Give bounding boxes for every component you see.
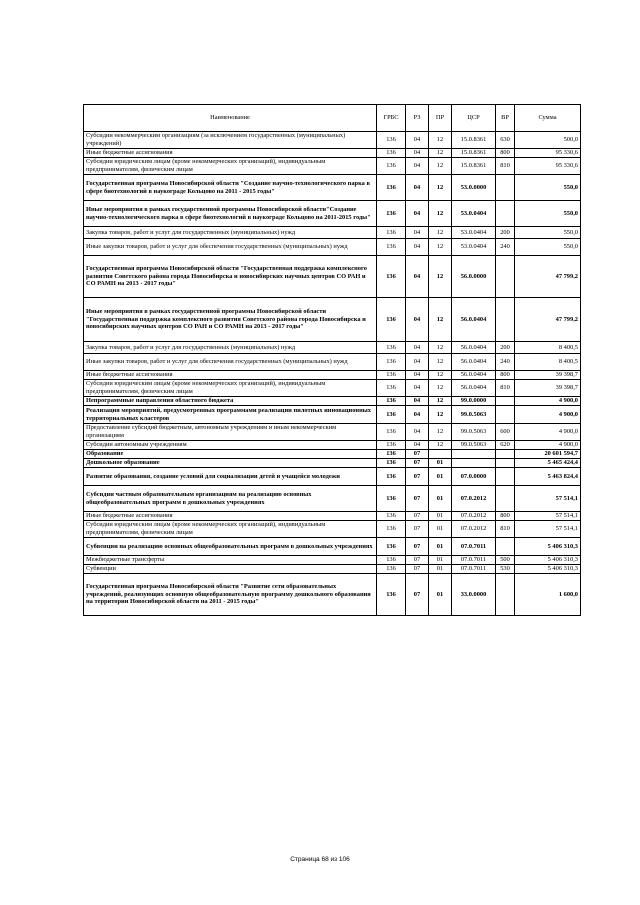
table-row — [84, 298, 581, 342]
cell-vr: 800 — [496, 512, 515, 521]
cell-csr: 53.0.0404 — [452, 201, 496, 227]
cell-sum: 57 514,1 — [515, 512, 581, 521]
cell-vr: 500 — [496, 556, 515, 565]
header-pr: ПР — [429, 105, 452, 132]
cell-csr: 15.0.8361 — [452, 149, 496, 158]
cell-name: Иные бюджетные ассигнования — [84, 512, 377, 521]
cell-grbs: 136 — [377, 380, 406, 397]
cell-rz: 04 — [406, 354, 429, 371]
table-row — [84, 556, 581, 565]
table-row — [84, 406, 581, 424]
cell-grbs: 136 — [377, 158, 406, 175]
cell-rz: 04 — [406, 371, 429, 380]
cell-sum: 57 514,1 — [515, 486, 581, 512]
header-csr: ЦСР — [452, 105, 496, 132]
cell-pr: 12 — [429, 239, 452, 256]
cell-grbs: 136 — [377, 538, 406, 556]
cell-pr: 12 — [429, 397, 452, 406]
cell-rz: 07 — [406, 468, 429, 486]
cell-grbs: 136 — [377, 371, 406, 380]
cell-csr: 53.0.0000 — [452, 175, 496, 201]
cell-rz: 04 — [406, 201, 429, 227]
cell-pr — [429, 450, 452, 459]
cell-sum: 550,0 — [515, 201, 581, 227]
cell-grbs: 136 — [377, 574, 406, 616]
cell-vr — [496, 298, 515, 342]
cell-rz: 04 — [406, 239, 429, 256]
cell-pr: 12 — [429, 424, 452, 441]
cell-name: Субвенции на реализацию основных общеобразовательных программ в дошкольных учреждениях — [84, 538, 377, 556]
table-row — [84, 468, 581, 486]
cell-csr: 99.0.0000 — [452, 397, 496, 406]
cell-grbs: 136 — [377, 201, 406, 227]
cell-name: Иные закупки товаров, работ и услуг для обеспечения государственных (муниципальных) нужд — [84, 239, 377, 256]
table-row — [84, 149, 581, 158]
cell-rz: 04 — [406, 132, 429, 149]
cell-csr: 56.0.0404 — [452, 371, 496, 380]
header-vr: ВР — [496, 105, 515, 132]
cell-pr: 12 — [429, 132, 452, 149]
cell-rz: 04 — [406, 406, 429, 424]
cell-pr: 12 — [429, 441, 452, 450]
cell-vr: 810 — [496, 521, 515, 538]
cell-grbs: 136 — [377, 521, 406, 538]
cell-pr: 12 — [429, 201, 452, 227]
cell-grbs: 136 — [377, 149, 406, 158]
cell-pr: 01 — [429, 459, 452, 468]
cell-name: Субсидии частным образовательным организациям на реализацию основных общеобразовательных программ в дошкольных учреждениях — [84, 486, 377, 512]
cell-sum: 57 514,1 — [515, 521, 581, 538]
table-row — [84, 565, 581, 574]
cell-name: Иные бюджетные ассигнования — [84, 149, 377, 158]
table-row — [84, 424, 581, 441]
cell-pr: 12 — [429, 256, 452, 298]
cell-vr: 600 — [496, 424, 515, 441]
table-row — [84, 450, 581, 459]
cell-name: Непрограммные направления областного бюджета — [84, 397, 377, 406]
cell-rz: 07 — [406, 450, 429, 459]
cell-name: Субвенции — [84, 565, 377, 574]
cell-vr — [496, 397, 515, 406]
table-row — [84, 397, 581, 406]
cell-sum: 8 400,5 — [515, 354, 581, 371]
cell-pr: 12 — [429, 175, 452, 201]
cell-vr — [496, 459, 515, 468]
cell-csr: 56.0.0404 — [452, 342, 496, 354]
cell-grbs: 136 — [377, 512, 406, 521]
cell-sum: 5 406 310,3 — [515, 565, 581, 574]
cell-name: Субсидии юридическим лицам (кроме некоммерческих организаций), индивидуальным предпринимателям, физическим лицам — [84, 380, 377, 397]
cell-csr: 99.0.5063 — [452, 424, 496, 441]
cell-sum: 95 330,6 — [515, 158, 581, 175]
cell-grbs: 136 — [377, 459, 406, 468]
cell-rz: 04 — [406, 227, 429, 239]
cell-csr: 56.0.0000 — [452, 256, 496, 298]
cell-csr: 07.0.0000 — [452, 468, 496, 486]
cell-grbs: 136 — [377, 132, 406, 149]
table-row — [84, 459, 581, 468]
cell-vr — [496, 175, 515, 201]
cell-vr — [496, 450, 515, 459]
table-row — [84, 486, 581, 512]
cell-vr: 620 — [496, 441, 515, 450]
cell-name: Закупка товаров, работ и услуг для государственных (муниципальных) нужд — [84, 342, 377, 354]
table-row — [84, 227, 581, 239]
cell-pr: 12 — [429, 406, 452, 424]
cell-pr: 01 — [429, 521, 452, 538]
table-body — [84, 132, 581, 616]
cell-vr: 800 — [496, 371, 515, 380]
cell-sum: 47 799,2 — [515, 298, 581, 342]
cell-grbs: 136 — [377, 256, 406, 298]
cell-csr: 15.0.8361 — [452, 132, 496, 149]
cell-pr: 12 — [429, 354, 452, 371]
cell-rz: 04 — [406, 158, 429, 175]
cell-csr: 15.0.8361 — [452, 158, 496, 175]
cell-grbs: 136 — [377, 556, 406, 565]
cell-rz: 07 — [406, 459, 429, 468]
cell-grbs: 136 — [377, 424, 406, 441]
cell-sum: 1 600,0 — [515, 574, 581, 616]
page-footer: Страница 68 из 106 — [290, 856, 350, 863]
cell-rz: 07 — [406, 538, 429, 556]
header-grbs: ГРБС — [377, 105, 406, 132]
cell-csr: 56.0.0404 — [452, 380, 496, 397]
cell-rz: 07 — [406, 574, 429, 616]
cell-grbs: 136 — [377, 486, 406, 512]
cell-csr: 07.0.2012 — [452, 521, 496, 538]
cell-sum: 500,0 — [515, 132, 581, 149]
cell-csr: 56.0.0404 — [452, 298, 496, 342]
cell-vr — [496, 201, 515, 227]
cell-vr — [496, 486, 515, 512]
cell-vr: 810 — [496, 158, 515, 175]
cell-csr: 07.0.2012 — [452, 512, 496, 521]
cell-sum: 4 900,0 — [515, 397, 581, 406]
cell-grbs: 136 — [377, 565, 406, 574]
cell-grbs: 136 — [377, 450, 406, 459]
cell-pr: 01 — [429, 538, 452, 556]
cell-sum: 39 398,7 — [515, 371, 581, 380]
table-row — [84, 371, 581, 380]
cell-sum: 95 330,6 — [515, 149, 581, 158]
cell-rz: 04 — [406, 441, 429, 450]
cell-vr: 530 — [496, 565, 515, 574]
table-row — [84, 521, 581, 538]
cell-vr: 800 — [496, 149, 515, 158]
cell-grbs: 136 — [377, 227, 406, 239]
cell-sum: 20 601 594,7 — [515, 450, 581, 459]
table-row — [84, 175, 581, 201]
cell-csr: 53.0.0404 — [452, 239, 496, 256]
cell-pr: 01 — [429, 556, 452, 565]
cell-pr: 12 — [429, 227, 452, 239]
cell-name: Иные закупки товаров, работ и услуг для обеспечения государственных (муниципальных) нужд — [84, 354, 377, 371]
cell-vr — [496, 468, 515, 486]
cell-name: Субсидии юридическим лицам (кроме некоммерческих организаций), индивидуальным предпринимателям, физическим лицам — [84, 158, 377, 175]
cell-name: Иные мероприятия в рамках государственной программы Новосибирской области "Государственная поддержка комплексного развития Советского района города Новосибирска и новосибирских научных центров СО РАН и СО РАМН на 2013 - 2017 годы" — [84, 298, 377, 342]
table-header-row — [84, 105, 581, 132]
cell-pr: 12 — [429, 371, 452, 380]
cell-pr: 01 — [429, 468, 452, 486]
cell-pr: 01 — [429, 574, 452, 616]
cell-sum: 5 406 310,3 — [515, 556, 581, 565]
cell-name: Субсидии некоммерческим организациям (за исключением государственных (муниципальных) учреждений) — [84, 132, 377, 149]
cell-sum: 550,0 — [515, 227, 581, 239]
cell-pr: 12 — [429, 380, 452, 397]
header-sum: Сумма — [515, 105, 581, 132]
cell-name: Межбюджетные трансферты — [84, 556, 377, 565]
cell-csr: 99.0.5063 — [452, 441, 496, 450]
cell-csr: 99.0.5063 — [452, 406, 496, 424]
cell-vr — [496, 256, 515, 298]
table-row — [84, 132, 581, 149]
cell-csr: 56.0.0404 — [452, 354, 496, 371]
cell-rz: 07 — [406, 556, 429, 565]
cell-vr: 240 — [496, 354, 515, 371]
cell-rz: 04 — [406, 424, 429, 441]
cell-pr: 12 — [429, 342, 452, 354]
cell-csr: 07.0.7011 — [452, 538, 496, 556]
cell-grbs: 136 — [377, 397, 406, 406]
cell-rz: 07 — [406, 565, 429, 574]
cell-sum: 4 900,0 — [515, 441, 581, 450]
cell-rz: 04 — [406, 397, 429, 406]
cell-name: Государственная программа Новосибирской области "Создание научно-технологического парка в сфере биотехнологий в наукограде Кольцово на 2011 - 2015 годы" — [84, 175, 377, 201]
cell-csr — [452, 450, 496, 459]
cell-name: Развитие образования, создание условий для социализации детей и учащейся молодежи — [84, 468, 377, 486]
cell-pr: 12 — [429, 298, 452, 342]
table-row — [84, 239, 581, 256]
cell-rz: 04 — [406, 298, 429, 342]
cell-pr: 01 — [429, 565, 452, 574]
cell-rz: 07 — [406, 521, 429, 538]
table-row — [84, 380, 581, 397]
cell-grbs: 136 — [377, 175, 406, 201]
cell-name: Реализация мероприятий, предусмотренных программами реализации пилотных инновационных территориальных кластеров — [84, 406, 377, 424]
cell-name: Государственная программа Новосибирской области "Государственная поддержка комплексного развития Советского района города Новосибирска и новосибирских научных центров СО РАН и СО РАМН на 2013 - 2017 годы" — [84, 256, 377, 298]
cell-vr: 200 — [496, 227, 515, 239]
cell-sum: 550,0 — [515, 175, 581, 201]
cell-csr: 07.0.7011 — [452, 556, 496, 565]
table-row — [84, 201, 581, 227]
cell-grbs: 136 — [377, 468, 406, 486]
cell-rz: 07 — [406, 512, 429, 521]
header-rz: РЗ — [406, 105, 429, 132]
cell-grbs: 136 — [377, 342, 406, 354]
cell-pr: 12 — [429, 158, 452, 175]
cell-name: Предоставление субсидий бюджетным, автономным учреждениям и иным некоммерческим организациям — [84, 424, 377, 441]
cell-grbs: 136 — [377, 354, 406, 371]
cell-sum: 5 463 824,4 — [515, 468, 581, 486]
cell-csr: 07.0.2012 — [452, 486, 496, 512]
cell-rz: 04 — [406, 380, 429, 397]
cell-vr: 200 — [496, 342, 515, 354]
table-row — [84, 574, 581, 616]
cell-grbs: 136 — [377, 239, 406, 256]
cell-name: Дошкольное образование — [84, 459, 377, 468]
table-row — [84, 441, 581, 450]
cell-grbs: 136 — [377, 406, 406, 424]
cell-pr: 01 — [429, 486, 452, 512]
cell-vr — [496, 406, 515, 424]
cell-sum: 4 900,0 — [515, 406, 581, 424]
cell-name: Государственная программа Новосибирской области "Развитие сети образовательных учреждений, реализующих основную общеобразовательную программу дошкольного образования на территории Новосибирской области на 2011 - 2015 годы" — [84, 574, 377, 616]
cell-pr: 12 — [429, 149, 452, 158]
cell-rz: 04 — [406, 256, 429, 298]
table-row — [84, 354, 581, 371]
cell-name: Иные мероприятия в рамках государственной программы Новосибирской области"Создание научно-технологического парка в сфере биотехнологий в наукограде Кольцово на 2011-2015 годы" — [84, 201, 377, 227]
cell-sum: 4 900,0 — [515, 424, 581, 441]
cell-sum: 550,0 — [515, 239, 581, 256]
cell-name: Закупка товаров, работ и услуг для государственных (муниципальных) нужд — [84, 227, 377, 239]
cell-name: Образование — [84, 450, 377, 459]
cell-sum: 5 406 310,3 — [515, 538, 581, 556]
table-row — [84, 512, 581, 521]
cell-rz: 04 — [406, 149, 429, 158]
cell-vr: 240 — [496, 239, 515, 256]
table-row — [84, 342, 581, 354]
cell-sum: 39 398,7 — [515, 380, 581, 397]
budget-table — [83, 104, 581, 616]
table-row — [84, 256, 581, 298]
table-row — [84, 158, 581, 175]
header-name: Наименование — [84, 105, 377, 132]
cell-rz: 04 — [406, 342, 429, 354]
cell-sum: 47 799,2 — [515, 256, 581, 298]
cell-vr — [496, 574, 515, 616]
cell-vr: 630 — [496, 132, 515, 149]
cell-csr — [452, 459, 496, 468]
cell-rz: 04 — [406, 175, 429, 201]
cell-pr: 01 — [429, 512, 452, 521]
cell-name: Субсидии автономным учреждениям — [84, 441, 377, 450]
cell-vr — [496, 538, 515, 556]
cell-sum: 5 465 424,4 — [515, 459, 581, 468]
cell-csr: 33.0.0000 — [452, 574, 496, 616]
cell-vr: 810 — [496, 380, 515, 397]
cell-grbs: 136 — [377, 441, 406, 450]
cell-sum: 8 400,5 — [515, 342, 581, 354]
cell-name: Иные бюджетные ассигнования — [84, 371, 377, 380]
cell-csr: 53.0.0404 — [452, 227, 496, 239]
cell-rz: 07 — [406, 486, 429, 512]
table-row — [84, 538, 581, 556]
cell-csr: 07.0.7011 — [452, 565, 496, 574]
cell-grbs: 136 — [377, 298, 406, 342]
cell-name: Субсидии юридическим лицам (кроме некоммерческих организаций), индивидуальным предпринимателям, физическим лицам — [84, 521, 377, 538]
